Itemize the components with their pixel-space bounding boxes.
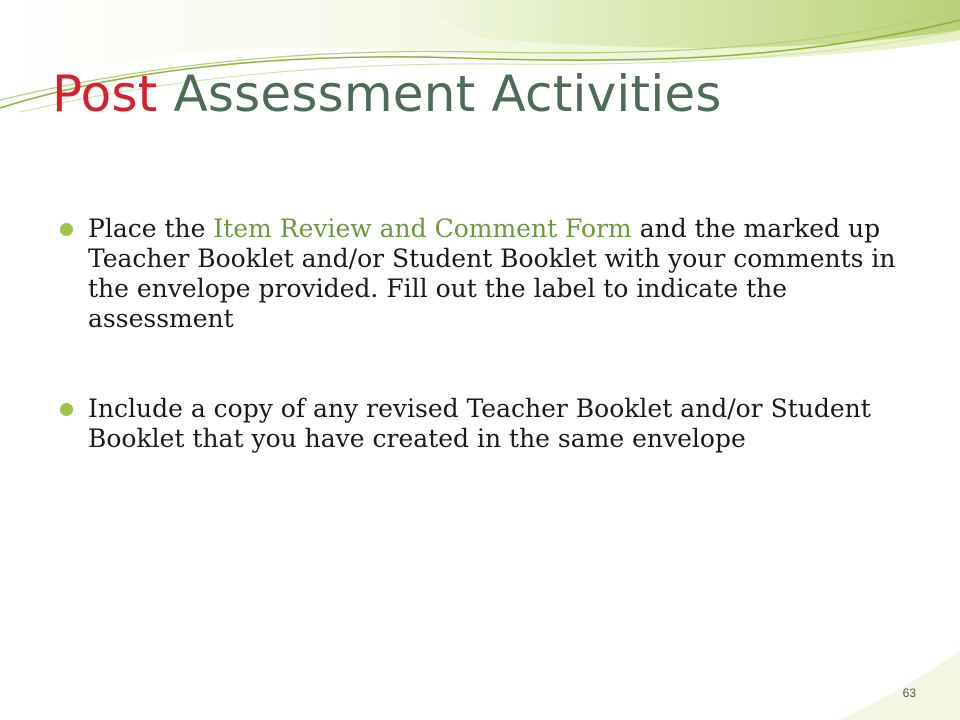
title-accent-word: Post xyxy=(52,65,158,123)
bullet-dot-icon xyxy=(60,223,73,236)
bullet-text-end: and the marked up Teacher Booklet and/or Student Booklet with your comments in the envelope provided. Fill out the label to indicate the assessment xyxy=(88,214,896,333)
bullet-item xyxy=(60,394,910,454)
highlighted-form-name: Item Review and Comment Form xyxy=(213,214,632,243)
title-main-text: Assessment Activities xyxy=(173,65,722,123)
bullet-list xyxy=(60,214,910,514)
page-number: 63 xyxy=(902,686,916,700)
footer-decoration xyxy=(840,650,960,720)
slide-title xyxy=(52,64,722,124)
bullet-text: Include a copy of any revised Teacher Booklet and/or Student Booklet that you have created in the same envelope xyxy=(88,394,871,453)
bullet-text-start: Place the xyxy=(88,214,206,243)
bullet-dot-icon xyxy=(60,403,73,416)
bullet-item xyxy=(60,214,910,334)
